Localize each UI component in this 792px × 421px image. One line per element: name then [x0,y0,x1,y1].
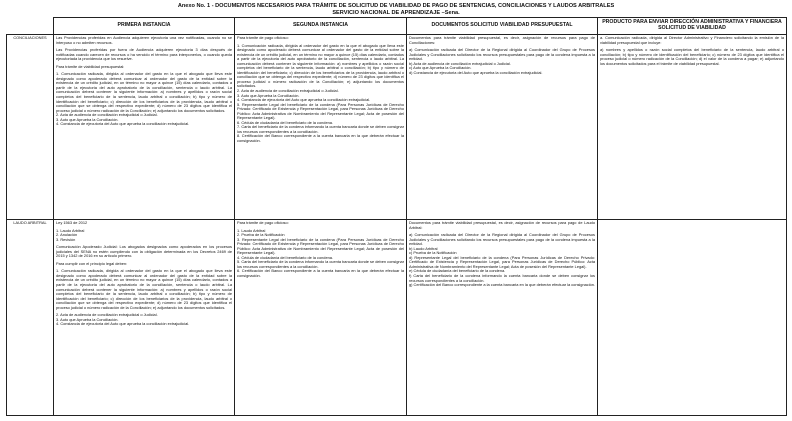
column-header-documentos-viabilidad: DOCUMENTOS SOLICITUD VIABILIDAD PRESUPUESTAL [407,18,598,35]
cell-paragraph: 2. Acta de audiencia de conciliación extrajudicial o Judicial. [56,112,158,118]
header-empty-cell [7,18,54,35]
cell-paragraph: 3. Representante Legal del beneficiario de la condena (Para Personas Jurídicas de Derecho Privado: Certificado de Existencia y Representación Legal, para Personas Jurídicas de Derecho Público: Acta Administrativa de Nombramiento del Representante Legal; Acta de posesión del Representante Legal). [237,236,404,256]
cell-paragraph: 6. Certificación del Banco correspondiente a la cuenta bancaria en la que deberán efectuar la consignación. [237,268,404,279]
cell-paragraph: c) Prueba de la Notificación [409,250,457,256]
cell-paragraph: Para cumplir con el principio legal deben: [56,260,128,266]
cell-paragraph: 1. Comunicación radicada, dirigida al ordenador del gasto en la que el abogado que lleva este designado como apoderado deberá comunicar al ordenador del gasto de la entidad sobre la existencia de un crédito judicial, en un término no mayor a quince (15) días calendario, contados a partir de la ejecutoria del auto aprobatorio de la conciliación, sentencia o laudo arbitral. La comunicación deberá contener la siguiente información: a) nombres y apellidos o razón social completos del beneficiario de la sentencia, laudo arbitral o conciliación; b) tipo y número de identificación del beneficiario; c) dirección de los beneficiarios de la providencia, laudo arbitral o conciliación que se obtenga del respectivo expediente; d) número de 23 dígitos que identifica el proceso judicial o número radicación de la Conciliación; e) adjuntando los documentos solicitados. [56,71,232,113]
cell-paragraph: d) Constancia de ejecutoria del Auto que aprueba la conciliación extrajudicial. [409,69,543,75]
cell-paragraph: 2. Acta de audiencia de conciliación extrajudicial o Judicial. [237,88,339,94]
cell-paragraph: Para trámite de pago oficioso: [237,220,289,225]
column-header-producto-enviar: PRODUCTO PARA ENVIAR DIRECCIÓN ADMINISTRATIVA Y FINANCIERA SOLICITUD DE VIABILIDAD [598,18,787,35]
cell-paragraph: 2. Prueba de la Notificación [237,232,285,238]
cell-paragraph: 1. Comunicación radicada, dirigida al ordenador del gasto en la que el abogado que lleva este designado como apoderado deberá comunicar al ordenador del gasto de la entidad sobre la existencia de un crédito judicial, en un término no mayor a quince (15) días calendario, contados a partir de la ejecutoria del auto aprobatorio de la conciliación, sentencia o laudo arbitral. La comunicación deberá contener la siguiente información: a) nombres y apellidos o razón social completos del beneficiario de la sentencia, laudo arbitral o conciliación; b) tipo y número de identificación del beneficiario; c) dirección de los beneficiarios de la providencia, laudo arbitral o conciliación que se obtenga del respectivo expediente; d) número de 23 dígitos que identifica el proceso judicial o número radicación de la Conciliación; e) adjuntando los documentos solicitados. [56,268,232,310]
cell-laudo-producto [598,220,787,416]
cell-conciliaciones-documentos [407,35,598,220]
cell-paragraph: c) Auto que Aprueba la Conciliación. [409,65,472,71]
cell-conciliaciones-segunda [235,35,407,220]
table-header-row [7,18,787,35]
cell-paragraph: 1. Laudo Arbitral [237,227,266,233]
column-header-segunda-instancia: SEGUNDA INSTANCIA [235,18,407,35]
cell-paragraph: Documentos para trámite viabilidad presupuestal, es decir, asignación de recursos para pago de Conciliaciones: [409,35,595,45]
cell-paragraph: 3. Auto que Aprueba la Conciliación. [56,316,119,322]
cell-paragraph: g) Certificación del Banco correspondiente a la cuenta bancaria en la que deberán efectuar la consignación. [409,282,596,288]
column-header-primera-instancia: PRIMERA INSTANCIA [54,18,235,35]
row-label-conciliaciones: CONCILIACIONES [7,35,54,220]
cell-paragraph: a) Comunicación radicada del Director de la Regional dirigida al Coordinador del Grupo de Procesos Judiciales y Conciliaciones solicitando los recursos presupuestales para pago de la condena impuesta a la entidad. [409,232,595,247]
cell-laudo-primera [54,220,235,416]
cell-paragraph: b) Acta de audiencia de conciliación extrajudicial o Judicial. [409,60,511,66]
cell-paragraph: 1. Laudo Arbitral [56,227,85,233]
cell-paragraph: 6. Cédula de ciudadanía del beneficiario de la condena. [237,119,334,125]
cell-paragraph: 4. Constancia de ejecutoria del Auto que aprueba la conciliación extrajudicial. [56,121,190,127]
cell-paragraph: Para trámite de viabilidad presupuestal: [56,63,125,69]
cell-paragraph: 1. Comunicación radicada, dirigida al ordenador del gasto en la que el abogado que lleva este designado como apoderado deberá comunicar al ordenador del gasto de la entidad sobre la existencia de un crédito judicial, en un término no mayor a quince (15) días calendario, contados a partir de la ejecutoria del auto aprobatorio de la conciliación, sentencia o laudo arbitral. La comunicación deberá contener la siguiente información: a) nombres y apellidos o razón social completos del beneficiario de la sentencia, laudo arbitral o conciliación; b) tipo y número de identificación del beneficiario; c) dirección de los beneficiarios de la providencia, laudo arbitral o conciliación que se obtenga del respectivo expediente; d) número de 23 dígitos que identifica el proceso judicial o número radicación de la Conciliación; e) adjuntando los documentos solicitados. [237,42,404,89]
cell-paragraph: 3. Auto que Aprueba la Conciliación. [237,92,300,98]
cell-paragraph: d) Representante Legal del beneficiario de la condena (Para Personas Jurídicas de Derecho Privado: Certificado de Existencia y Representación Legal, para Personas Jurídicas de Derecho Público: Acta Administrativa de Nombramiento del Representante Legal; Acta de posesión del Representante Legal). [409,254,595,269]
table-row-conciliaciones [7,35,787,220]
cell-paragraph: Para trámite de pago oficioso: [237,35,289,40]
row-label-laudo-arbitral: LAUDO ARBITRAL [7,220,54,416]
cell-paragraph: f) Carta del beneficiario de la condena informando la cuenta bancaria donde se deben consignar los recursos correspondientes a la conciliación. [409,273,595,283]
cell-paragraph: Comunicación Apoderado Judicial: Los abogados designados como apoderados en los procesos judiciales del SENA no estén cumpliendo con la obligación determinada en los Decretos 2469 de 2015 y 1342 de 2016 en su artículo primero. [56,244,232,259]
table-row-laudo-arbitral [7,220,787,416]
cell-paragraph: 4. Constancia de ejecutoria del Auto que aprueba la conciliación extrajudicial. [237,97,371,103]
cell-paragraph: a. Comunicación radicada, dirigida al Director Administrativo y Financiero solicitando la emisión de la viabilidad presupuestal que incluye: [600,35,784,45]
cell-paragraph: 8. Certificación del Banco correspondiente a la cuenta bancaria en la que deberán efectuar la consignación. [237,133,404,144]
title-line-1: Anexo No. 1 - DOCUMENTOS NECESARIOS PARA TRÁMITE DE SOLICITUD DE VIABILIDAD DE PAGO DE SENTENCIAS, CONCILIACIONES Y LAUDOS ARBITRALES [177,3,615,9]
cell-laudo-documentos [407,220,598,416]
cell-paragraph: e) Cédula de ciudadanía del beneficiario de la condena. [409,268,506,274]
cell-paragraph: 4. Cédula de ciudadanía del beneficiario de la condena. [237,254,334,260]
cell-paragraph: 3. Auto que Aprueba la Conciliación. [56,116,119,122]
cell-conciliaciones-producto [598,35,787,220]
title-line-2: SERVICIO NACIONAL DE APRENDIZAJE –Sena. [332,9,460,16]
cell-paragraph: a) nombres y apellidos o razón social completos del beneficiario de la sentencia, laudo arbitral o conciliación; b) tipo y número de identificación del beneficiario; c) número de 23 dígitos que identifica el proceso judicial o número radicación de la Conciliación; d) el valor de la condena a pagar; e) adjuntando los documentos solicitados para el trámite de viabilidad presupuestal. [600,47,784,66]
cell-paragraph: Las Providencias proferidas por fuera de Audiencia adquieren ejecutoria 3 días después de notificadas cuando carecen de recursos o ha vencido el término para interponerlos, o cuando queda ejecutoriada la providencia que los resuelve. [56,47,232,62]
cell-paragraph: 2. Anulación [56,232,78,238]
document-title [0,3,792,16]
cell-paragraph: 2. Acta de audiencia de conciliación extrajudicial o Judicial. [56,312,158,318]
cell-paragraph: 5. Representante Legal del beneficiario de la condena (Para Personas Jurídicas de Derecho Privado: Certificado de Existencia y Representación Legal, para Personas Jurídicas de Derecho Público: Acta Administrativa de Nombramiento del Representante Legal; Acta de posesión del Representante Legal). [237,101,404,121]
cell-laudo-segunda [235,220,407,416]
requirements-table [6,17,787,416]
cell-paragraph: 4. Constancia de ejecutoria del Auto que aprueba la conciliación extrajudicial. [56,321,190,327]
cell-paragraph: b) Laudo Arbitral [409,245,438,251]
cell-paragraph: Las Providencias proferidas en Audiencia adquieren ejecutoria una vez notificadas, cuando no se interpuso o no admiten recursos. [56,35,232,45]
cell-paragraph: 5. Carta del beneficiario de la condena informando la cuenta bancaria donde se deben consignar los recursos correspondientes a la conciliación. [237,259,404,269]
cell-paragraph: Ley 1563 de 2012 [56,220,88,225]
cell-paragraph: 7. Carta del beneficiario de la condena informando la cuenta bancaria donde se deben consignar los recursos correspondientes a la conciliación. [237,124,404,134]
cell-paragraph: 3. Revisión [56,236,76,242]
cell-paragraph: Documentos para trámite viabilidad presupuestal, es decir, asignación de recursos para pago de Laudo Arbitral: [409,220,595,230]
cell-paragraph: a) Comunicación radicada del Director de la Regional dirigida al Coordinador del Grupo de Procesos Judiciales y Conciliaciones solicitando los recursos presupuestales para pago de la condena impuesta a la entidad. [409,47,595,62]
cell-conciliaciones-primera [54,35,235,220]
